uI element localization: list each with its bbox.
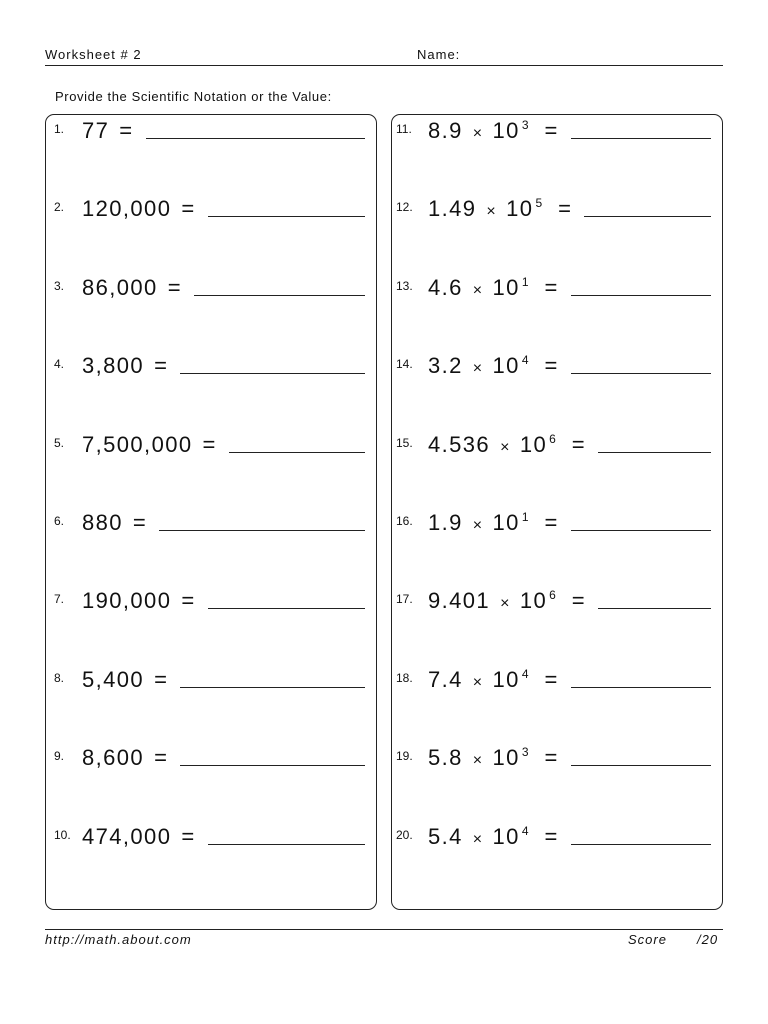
- problem-row: [392, 745, 722, 785]
- problem-number: 8.: [54, 670, 65, 685]
- problem-expression: [82, 118, 365, 144]
- power-base: 10: [492, 823, 520, 849]
- source-url: http://math.about.com: [45, 932, 192, 947]
- equals-sign: =: [119, 118, 134, 143]
- problem-row: [46, 275, 376, 315]
- problem-number: 19.: [396, 749, 413, 764]
- power-exponent: 4: [521, 353, 529, 368]
- problem-number: 18.: [396, 670, 413, 685]
- power-of-ten: [520, 588, 556, 614]
- power-exponent: 1: [521, 510, 529, 524]
- problem-row: [46, 196, 376, 236]
- problem-value: 474,000: [82, 823, 172, 849]
- power-exponent: 6: [549, 431, 556, 446]
- score-total: /20: [697, 932, 719, 947]
- equals-sign: =: [167, 274, 182, 300]
- power-of-ten: [493, 275, 529, 301]
- power-of-ten: [506, 196, 542, 222]
- equals-sign: =: [558, 196, 573, 222]
- problem-number: 5.: [54, 435, 65, 450]
- problem-coefficient: 8.9: [428, 118, 463, 143]
- problem-coefficient: 1.9: [428, 510, 463, 535]
- worksheet-title: Worksheet # 2: [45, 47, 142, 62]
- answer-blank[interactable]: [180, 373, 365, 374]
- answer-blank[interactable]: [571, 687, 711, 688]
- problem-row: [46, 588, 376, 628]
- answer-blank[interactable]: [571, 295, 711, 296]
- problem-row: [46, 118, 376, 158]
- power-base: 10: [492, 510, 520, 535]
- problem-value: 3,800: [82, 353, 145, 379]
- problem-row: [46, 824, 376, 864]
- equals-sign: =: [181, 823, 196, 849]
- times-sign: ×: [472, 360, 484, 378]
- problem-number: 6.: [54, 514, 65, 528]
- problem-value: 7,500,000: [82, 431, 193, 457]
- problem-coefficient: 1.49: [428, 196, 477, 222]
- power-base: 10: [519, 588, 548, 614]
- problem-expression: [82, 588, 365, 614]
- answer-blank[interactable]: [598, 608, 711, 609]
- power-of-ten: [493, 353, 529, 379]
- problem-number: 13.: [396, 278, 413, 293]
- problem-number: 20.: [396, 827, 413, 842]
- problem-number: 9.: [54, 749, 65, 764]
- power-base: 10: [492, 118, 520, 143]
- problem-number: 12.: [396, 200, 413, 215]
- problem-expression: [428, 432, 711, 458]
- problem-row: [392, 118, 722, 158]
- times-sign: ×: [472, 830, 484, 848]
- equals-sign: =: [202, 431, 217, 457]
- problem-value: 86,000: [82, 274, 158, 300]
- problem-row: [392, 667, 722, 707]
- power-exponent: 3: [521, 118, 529, 132]
- problem-coefficient: 3.2: [428, 353, 463, 379]
- problem-expression: [428, 196, 711, 222]
- power-base: 10: [492, 666, 520, 692]
- answer-blank[interactable]: [208, 608, 365, 609]
- answer-blank[interactable]: [208, 844, 365, 845]
- name-label: Name:: [417, 47, 461, 62]
- equals-sign: =: [181, 588, 196, 614]
- instructions: Provide the Scientific Notation or the Value:: [55, 89, 332, 104]
- power-of-ten: [493, 667, 529, 693]
- problem-expression: [82, 353, 365, 379]
- answer-blank[interactable]: [571, 530, 711, 531]
- problem-expression: [428, 353, 711, 379]
- problem-expression: [82, 196, 365, 222]
- answer-blank[interactable]: [584, 216, 711, 217]
- power-base: 10: [492, 353, 520, 379]
- problem-number: 16.: [396, 514, 413, 528]
- problem-expression: [428, 824, 711, 850]
- problem-coefficient: 4.6: [428, 274, 463, 300]
- score-label: Score: [628, 932, 667, 947]
- problem-row: [392, 196, 722, 236]
- power-of-ten: [493, 118, 529, 144]
- problem-value: 880: [82, 510, 123, 535]
- power-exponent: 1: [521, 274, 529, 289]
- problem-expression: [428, 118, 711, 144]
- problem-coefficient: 5.4: [428, 823, 463, 849]
- problem-coefficient: 7.4: [428, 666, 463, 692]
- problem-row: [392, 275, 722, 315]
- problem-coefficient: 4.536: [428, 431, 491, 457]
- problem-row: [46, 510, 376, 550]
- problem-number: 14.: [396, 357, 413, 372]
- equals-sign: =: [181, 196, 196, 222]
- problem-row: [392, 353, 722, 393]
- times-sign: ×: [472, 517, 484, 534]
- answer-blank[interactable]: [194, 295, 365, 296]
- power-base: 10: [492, 274, 520, 300]
- problem-expression: [428, 275, 711, 301]
- power-base: 10: [492, 745, 520, 771]
- problem-expression: [428, 588, 711, 614]
- problem-expression: [82, 745, 365, 771]
- problem-number: 1.: [54, 122, 65, 136]
- answer-blank[interactable]: [180, 687, 365, 688]
- equals-sign: =: [154, 745, 169, 771]
- times-sign: ×: [486, 203, 498, 221]
- answer-blank[interactable]: [571, 138, 711, 139]
- problem-number: 17.: [396, 592, 413, 607]
- answer-blank[interactable]: [598, 452, 711, 453]
- problem-row: [46, 353, 376, 393]
- equals-sign: =: [154, 666, 169, 692]
- power-base: 10: [519, 431, 548, 457]
- header-rule: [45, 65, 723, 66]
- problem-value: 5,400: [82, 666, 145, 692]
- power-exponent: 4: [521, 666, 529, 681]
- equals-sign: =: [544, 274, 559, 300]
- power-exponent: 4: [521, 823, 529, 838]
- problem-value: 8,600: [82, 745, 145, 771]
- equals-sign: =: [544, 666, 559, 692]
- problem-value: 120,000: [82, 196, 172, 222]
- equals-sign: =: [544, 510, 559, 535]
- equals-sign: =: [544, 118, 559, 143]
- problem-row: [46, 667, 376, 707]
- equals-sign: =: [544, 823, 559, 849]
- problem-coefficient: 5.8: [428, 745, 463, 771]
- answer-blank[interactable]: [146, 138, 365, 139]
- problem-expression: [82, 824, 365, 850]
- footer-rule: [45, 929, 723, 930]
- problem-number: 4.: [54, 357, 65, 372]
- answer-blank[interactable]: [180, 765, 365, 766]
- problem-expression: [82, 510, 365, 536]
- equals-sign: =: [544, 353, 559, 379]
- times-sign: ×: [472, 673, 484, 691]
- problem-expression: [428, 510, 711, 536]
- problem-row: [46, 432, 376, 472]
- times-sign: ×: [500, 438, 511, 456]
- power-of-ten: [520, 432, 556, 458]
- problem-number: 15.: [396, 435, 413, 450]
- equals-sign: =: [132, 510, 148, 535]
- problem-expression: [428, 667, 711, 693]
- power-exponent: 5: [535, 196, 543, 211]
- power-exponent: 3: [521, 745, 529, 760]
- problems-panel-left: [45, 114, 377, 910]
- problem-expression: [82, 432, 365, 458]
- times-sign: ×: [500, 595, 511, 613]
- equals-sign: =: [154, 353, 169, 379]
- problem-coefficient: 9.401: [428, 588, 491, 614]
- power-of-ten: [493, 745, 529, 771]
- problem-value: 190,000: [82, 588, 172, 614]
- problem-number: 3.: [54, 278, 65, 293]
- power-of-ten: [493, 510, 529, 536]
- problem-row: [392, 432, 722, 472]
- problem-value: 77: [82, 118, 110, 143]
- problem-expression: [82, 275, 365, 301]
- problem-row: [392, 824, 722, 864]
- equals-sign: =: [571, 431, 587, 457]
- problem-row: [392, 510, 722, 550]
- answer-blank[interactable]: [159, 530, 365, 531]
- answer-blank[interactable]: [229, 452, 365, 453]
- answer-blank[interactable]: [571, 844, 711, 845]
- equals-sign: =: [571, 588, 587, 614]
- problem-expression: [82, 667, 365, 693]
- power-of-ten: [493, 824, 529, 850]
- problems-panel-right: [391, 114, 723, 910]
- problem-row: [46, 745, 376, 785]
- problem-number: 11.: [396, 122, 412, 136]
- answer-blank[interactable]: [571, 373, 711, 374]
- problem-number: 10.: [54, 827, 71, 842]
- problem-number: 7.: [54, 592, 65, 607]
- power-base: 10: [506, 196, 534, 222]
- problem-number: 2.: [54, 200, 65, 215]
- times-sign: ×: [472, 125, 484, 142]
- problem-expression: [428, 745, 711, 771]
- power-exponent: 6: [549, 588, 556, 603]
- times-sign: ×: [472, 281, 484, 299]
- problem-row: [392, 588, 722, 628]
- answer-blank[interactable]: [571, 765, 711, 766]
- answer-blank[interactable]: [208, 216, 365, 217]
- equals-sign: =: [544, 745, 559, 771]
- times-sign: ×: [472, 752, 484, 770]
